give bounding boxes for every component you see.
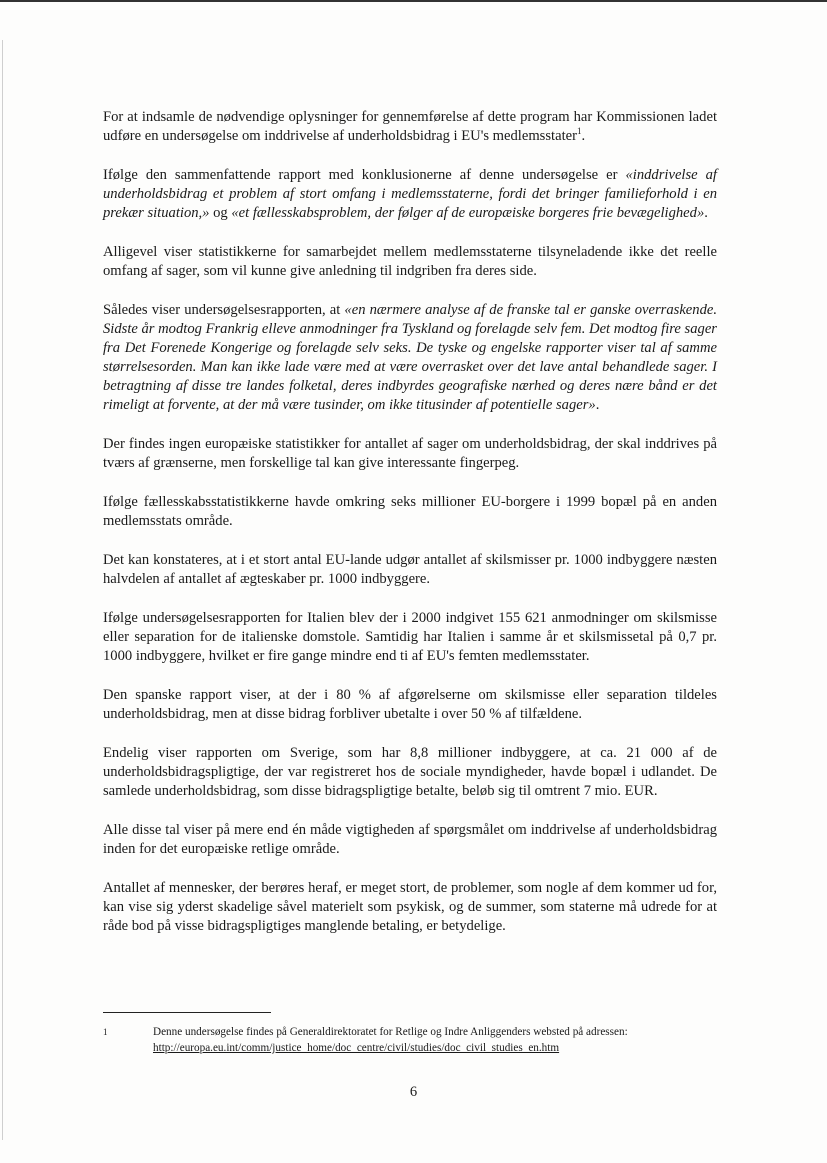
- paragraph-6: Ifølge fællesskabsstatistikkerne havde omkring seks millioner EU-borgere i 1999 bopæl på en anden medlemsstats område.: [103, 494, 717, 529]
- footnote: [103, 1024, 717, 1056]
- paragraph-8: Ifølge undersøgelsesrapporten for Italien blev der i 2000 indgivet 155 621 anmodninger om skilsmisse eller separation for de italienske domstole. Samtidig har Italien i samme år et skilsmissetal på 0,7 pr. 1000 indbyggere, hvilket er fire gange mindre end ti af EU's femten medlemsstater.: [103, 610, 717, 664]
- quote: «en nærmere analyse af de franske tal er ganske overraskende. Sidste år modtog Frankrig elleve anmodninger fra Tyskland og forelagde selv fem. Det modtog fire sager fra Det Forenede Kongerige og forelagde selv seks. De tyske og engelske rapporter viser tal af samme størrelsesorden. Man kan ikke lade være med at være overrasket over det lave antal behandlede sager. I betragtning af disse tre landes folketal, deres indbyrdes geografiske nærhed og deres nære bånd er det rimeligt at forvente, at der må være tusinder, om ikke titusinder af potentielle sager»: [103, 302, 717, 413]
- paragraph-12: Antallet af mennesker, der berøres heraf, er meget stort, de problemer, som nogle af dem kommer ud for, kan vise sig yderst skadelige såvel materielt som psykisk, og de summer, som staterne må udrede for at råde bod på visse bidragspligtiges manglende betaling, er betydelige.: [103, 880, 717, 934]
- paragraph-1: For at indsamle de nødvendige oplysninger for gennemførelse af dette program har Kommissionen ladet udføre en undersøgelse om inddrivelse af underholdsbidrag i EU's medlemsstater$^1$.: [103, 109, 717, 144]
- paragraph-9: Den spanske rapport viser, at der i 80 % af afgørelserne om skilsmisse eller separation tildeles underholdsbidrag, men at disse bidrag forbliver ubetalte i over 50 % af tilfældene.: [103, 687, 717, 722]
- paragraph-2: Ifølge den sammenfattende rapport med konklusionerne af denne undersøgelse er «inddrivelse af underholdsbidrag et problem af stort omfang i medlemsstaterne, fordi det bringer familieforhold i en prekær situation,» og «et fællesskabsproblem, der følger af de europæiske borgeres frie bevægelighed».: [103, 167, 717, 221]
- page-left-edge: [2, 40, 3, 1140]
- paragraph-4: Således viser undersøgelsesrapporten, at «en nærmere analyse af de franske tal er ganske overraskende. Sidste år modtog Frankrig elleve anmodninger fra Tyskland og forelagde selv fem. Det modtog fire sager fra Det Forenede Kongerige og forelagde selv seks. De tyske og engelske rapporter viser tal af samme størrelsesorden. Man kan ikke lade være med at være overrasket over det lave antal behandlede sager. I betragtning af disse tre landes folketal, deres indbyrdes geografiske nærhed og deres nære bånd er det rimeligt at forvente, at der må være tusinder, om ikke titusinder af potentielle sager».: [103, 302, 717, 413]
- footnote-text: Denne undersøgelse findes på Generaldirektoratet for Retlige og Indre Anliggenders websted på adressen: http://europa.eu.int/comm/justice_home/doc_centre/civil/studies/doc_civil_studies_en.htm: [153, 1026, 628, 1054]
- page-number: 6: [409, 1084, 418, 1100]
- paragraph-11: Alle disse tal viser på mere end én måde vigtigheden af spørgsmålet om inddrivelse af underholdsbidrag inden for det europæiske retlige område.: [103, 822, 717, 857]
- page-top-edge: [0, 0, 827, 2]
- footnote-ref[interactable]: 1: [576, 126, 582, 137]
- paragraph-5: Der findes ingen europæiske statistikker for antallet af sager om underholdsbidrag, der skal inddrives på tværs af grænserne, men forskellige tal kan give interessante fingerpeg.: [103, 436, 717, 471]
- paragraph-10: Endelig viser rapporten om Sverige, som har 8,8 millioner indbyggere, at ca. 21 000 af de underholdsbidragspligtige, der var registreret hos de sociale myndigheder, havde bopæl i udlandet. De samlede underholdsbidrag, som disse bidragspligtige betalte, beløb sig til omtrent 7 mio. EUR.: [103, 745, 717, 799]
- paragraph-3: Alligevel viser statistikkerne for samarbejdet mellem medlemsstaterne tilsyneladende ikke det reelle omfang af sager, som vil kunne give anledning til indgriben fra deres side.: [103, 244, 717, 279]
- footnote-number: 1: [103, 1027, 108, 1037]
- quote: «inddrivelse af underholdsbidrag et problem af stort omfang i medlemsstaterne, fordi det bringer familieforhold i en prekær situation,»: [103, 167, 717, 221]
- footnote-separator: [103, 1012, 271, 1013]
- paragraph-7: Det kan konstateres, at i et stort antal EU-lande udgør antallet af skilsmisser pr. 1000 indbyggere næsten halvdelen af antallet af ægteskaber pr. 1000 indbyggere.: [103, 552, 717, 587]
- footnote-link[interactable]: http://europa.eu.int/comm/justice_home/doc_centre/civil/studies/doc_civil_studies_en.htm: [153, 1042, 560, 1054]
- quote: «et fællesskabsproblem, der følger af de europæiske borgeres frie bevægelighed»: [231, 205, 705, 221]
- document-body: [103, 108, 717, 956]
